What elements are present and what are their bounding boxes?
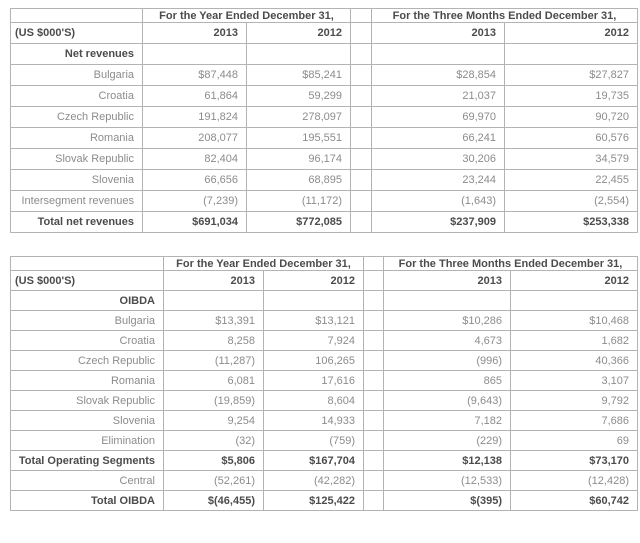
cell-value: 208,077 <box>143 128 247 149</box>
spacer-cell <box>364 311 384 331</box>
cell-value: 7,182 <box>384 411 511 431</box>
cell-value: (12,428) <box>511 471 638 491</box>
cell-value: $13,121 <box>264 311 364 331</box>
spacer-cell <box>364 371 384 391</box>
cell-value: 865 <box>384 371 511 391</box>
spacer-cell <box>364 431 384 451</box>
cell-value: (9,643) <box>384 391 511 411</box>
row-label: Total OIBDA <box>11 491 164 511</box>
year-header: 2013 <box>372 23 505 44</box>
spacer-cell <box>364 331 384 351</box>
row-label: Czech Republic <box>11 107 143 128</box>
spacer-cell <box>364 451 384 471</box>
table-row <box>11 149 638 170</box>
cell-value: $253,338 <box>505 212 638 233</box>
row-label: Slovenia <box>11 411 164 431</box>
table-row <box>11 170 638 191</box>
cell-value: 7,924 <box>264 331 364 351</box>
row-label: Romania <box>11 128 143 149</box>
table-row <box>11 23 638 44</box>
cell-value: $167,704 <box>264 451 364 471</box>
row-label: Total Operating Segments <box>11 451 164 471</box>
spacer-cell <box>364 351 384 371</box>
row-label: Total net revenues <box>11 212 143 233</box>
table-row <box>11 128 638 149</box>
spacer-cell <box>364 411 384 431</box>
row-label: Slovak Republic <box>11 391 164 411</box>
cell-value: $(395) <box>384 491 511 511</box>
year-header: 2013 <box>384 271 511 291</box>
cell-value: $10,286 <box>384 311 511 331</box>
cell-value: $772,085 <box>247 212 351 233</box>
units-label: (US $000'S) <box>11 271 164 291</box>
table-row <box>11 9 638 23</box>
cell-value: 6,081 <box>164 371 264 391</box>
spacer-cell <box>364 491 384 511</box>
row-label: Slovak Republic <box>11 149 143 170</box>
cell-value: $60,742 <box>511 491 638 511</box>
table-row <box>11 291 638 311</box>
spacer-cell <box>351 44 372 65</box>
cell-value: 22,455 <box>505 170 638 191</box>
cell-value: (11,287) <box>164 351 264 371</box>
empty-cell <box>11 257 164 271</box>
section-label: OIBDA <box>11 291 164 311</box>
spacer-cell <box>351 212 372 233</box>
row-label: Intersegment revenues <box>11 191 143 212</box>
table-row <box>11 191 638 212</box>
empty-cell <box>505 44 638 65</box>
cell-value: $27,827 <box>505 65 638 86</box>
cell-value: $5,806 <box>164 451 264 471</box>
cell-value: $28,854 <box>372 65 505 86</box>
table-row <box>11 391 638 411</box>
year-header: 2012 <box>505 23 638 44</box>
table-row <box>11 331 638 351</box>
cell-value: $12,138 <box>384 451 511 471</box>
cell-value: 90,720 <box>505 107 638 128</box>
row-label: Elimination <box>11 431 164 451</box>
table-row <box>11 371 638 391</box>
cell-value: 68,895 <box>247 170 351 191</box>
cell-value: 4,673 <box>384 331 511 351</box>
cell-value: $73,170 <box>511 451 638 471</box>
units-label: (US $000'S) <box>11 23 143 44</box>
table-row <box>11 431 638 451</box>
section-label: Net revenues <box>11 44 143 65</box>
table-row <box>11 44 638 65</box>
cell-value: 61,864 <box>143 86 247 107</box>
cell-value: 106,265 <box>264 351 364 371</box>
table-row <box>11 257 638 271</box>
table-row <box>11 65 638 86</box>
cell-value: 34,579 <box>505 149 638 170</box>
cell-value: 1,682 <box>511 331 638 351</box>
year-header: 2013 <box>143 23 247 44</box>
empty-cell <box>264 291 364 311</box>
spacer-cell <box>364 271 384 291</box>
row-label: Slovenia <box>11 170 143 191</box>
year-header: 2012 <box>247 23 351 44</box>
table-row <box>11 451 638 471</box>
cell-value: 3,107 <box>511 371 638 391</box>
cell-value: 195,551 <box>247 128 351 149</box>
cell-value: 19,735 <box>505 86 638 107</box>
empty-cell <box>384 291 511 311</box>
empty-cell <box>11 9 143 23</box>
cell-value: (12,533) <box>384 471 511 491</box>
spacer-cell <box>351 23 372 44</box>
cell-value: 66,241 <box>372 128 505 149</box>
row-label: Czech Republic <box>11 351 164 371</box>
cell-value: 66,656 <box>143 170 247 191</box>
spacer-cell <box>351 170 372 191</box>
cell-value: 7,686 <box>511 411 638 431</box>
empty-cell <box>511 291 638 311</box>
year-group-header: For the Year Ended December 31, <box>143 9 351 23</box>
cell-value: (7,239) <box>143 191 247 212</box>
empty-cell <box>143 44 247 65</box>
table-row <box>11 311 638 331</box>
empty-cell <box>164 291 264 311</box>
empty-cell <box>372 44 505 65</box>
cell-value: 82,404 <box>143 149 247 170</box>
spacer-cell <box>351 65 372 86</box>
cell-value: $125,422 <box>264 491 364 511</box>
row-label: Croatia <box>11 86 143 107</box>
year-header: 2012 <box>264 271 364 291</box>
table-row <box>11 471 638 491</box>
table-row <box>11 491 638 511</box>
row-label: Central <box>11 471 164 491</box>
spacer-cell <box>364 257 384 271</box>
cell-value: 21,037 <box>372 86 505 107</box>
cell-value: $85,241 <box>247 65 351 86</box>
spacer-cell <box>351 107 372 128</box>
spacer-cell <box>351 86 372 107</box>
cell-value: 9,254 <box>164 411 264 431</box>
net-revenues-table <box>10 8 638 233</box>
cell-value: (759) <box>264 431 364 451</box>
cell-value: $237,909 <box>372 212 505 233</box>
cell-value: (1,643) <box>372 191 505 212</box>
cell-value: 14,933 <box>264 411 364 431</box>
table-row <box>11 212 638 233</box>
spacer-cell <box>364 291 384 311</box>
row-label: Romania <box>11 371 164 391</box>
cell-value: 278,097 <box>247 107 351 128</box>
row-label: Croatia <box>11 331 164 351</box>
table-row <box>11 411 638 431</box>
cell-value: (32) <box>164 431 264 451</box>
cell-value: 60,576 <box>505 128 638 149</box>
cell-value: 8,604 <box>264 391 364 411</box>
oibda-table <box>10 256 638 511</box>
cell-value: $87,448 <box>143 65 247 86</box>
quarter-group-header: For the Three Months Ended December 31, <box>384 257 638 271</box>
table-row <box>11 351 638 371</box>
year-group-header: For the Year Ended December 31, <box>164 257 364 271</box>
year-header: 2013 <box>164 271 264 291</box>
spacer-cell <box>351 149 372 170</box>
spacer-cell <box>364 391 384 411</box>
cell-value: $13,391 <box>164 311 264 331</box>
quarter-group-header: For the Three Months Ended December 31, <box>372 9 638 23</box>
cell-value: 17,616 <box>264 371 364 391</box>
cell-value: $10,468 <box>511 311 638 331</box>
table-row <box>11 86 638 107</box>
cell-value: 30,206 <box>372 149 505 170</box>
cell-value: (52,261) <box>164 471 264 491</box>
cell-value: (2,554) <box>505 191 638 212</box>
cell-value: 59,299 <box>247 86 351 107</box>
cell-value: (11,172) <box>247 191 351 212</box>
cell-value: 40,366 <box>511 351 638 371</box>
cell-value: 69 <box>511 431 638 451</box>
table-row <box>11 107 638 128</box>
spacer-cell <box>351 191 372 212</box>
row-label: Bulgaria <box>11 311 164 331</box>
row-label: Bulgaria <box>11 65 143 86</box>
cell-value: $691,034 <box>143 212 247 233</box>
cell-value: (19,859) <box>164 391 264 411</box>
cell-value: (996) <box>384 351 511 371</box>
table-row <box>11 271 638 291</box>
spacer-cell <box>364 471 384 491</box>
cell-value: $(46,455) <box>164 491 264 511</box>
cell-value: 9,792 <box>511 391 638 411</box>
cell-value: 23,244 <box>372 170 505 191</box>
cell-value: 96,174 <box>247 149 351 170</box>
cell-value: (229) <box>384 431 511 451</box>
empty-cell <box>247 44 351 65</box>
cell-value: 191,824 <box>143 107 247 128</box>
cell-value: 69,970 <box>372 107 505 128</box>
cell-value: 8,258 <box>164 331 264 351</box>
year-header: 2012 <box>511 271 638 291</box>
spacer-cell <box>351 128 372 149</box>
cell-value: (42,282) <box>264 471 364 491</box>
spacer-cell <box>351 9 372 23</box>
